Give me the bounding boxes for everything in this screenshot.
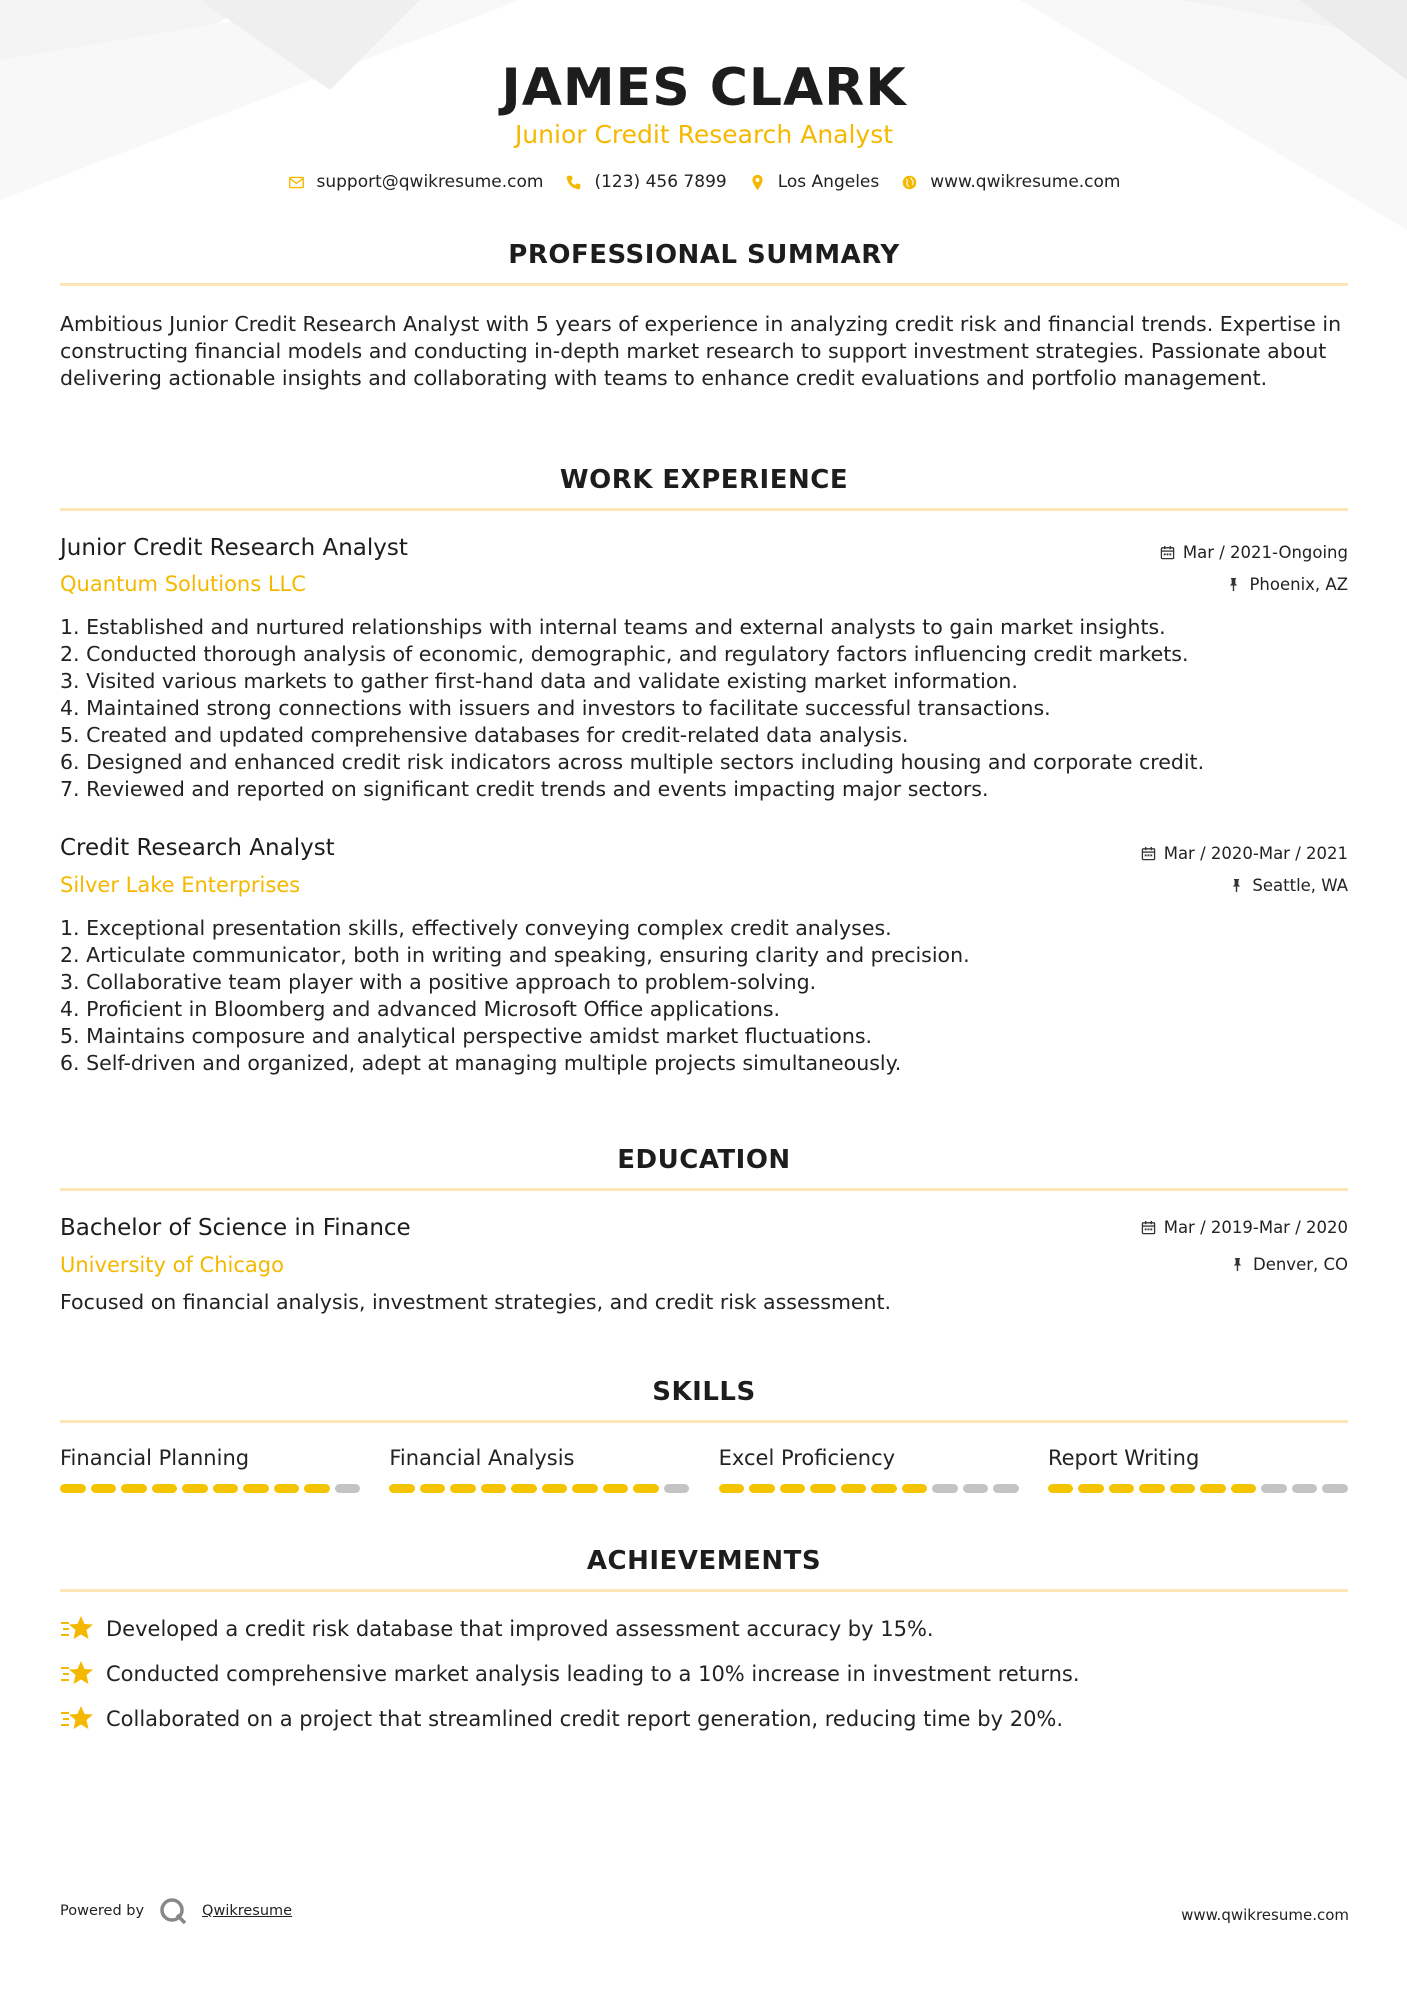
pushpin-icon <box>1230 1257 1245 1272</box>
brand-link[interactable]: Qwikresume <box>202 1903 293 1919</box>
achievement-item <box>60 1704 1063 1734</box>
job-dates <box>1160 543 1348 562</box>
skill-segment-empty <box>664 1484 690 1493</box>
skill-segment-filled <box>389 1484 415 1493</box>
skill-segment-empty <box>1322 1484 1348 1493</box>
skill-level-bar <box>389 1484 689 1493</box>
skills-divider <box>60 1420 1348 1423</box>
achievement-text: Developed a credit risk database that improved assessment accuracy by 15%. <box>106 1617 934 1641</box>
job-company: Quantum Solutions LLC <box>60 572 306 596</box>
skill-name: Financial Analysis <box>389 1446 575 1470</box>
education-description: Focused on financial analysis, investment strategies, and credit risk assessment. <box>60 1290 892 1314</box>
job-title: Credit Research Analyst <box>60 835 335 861</box>
candidate-title: Junior Credit Research Analyst <box>514 120 894 149</box>
job-dates-text: Mar / 2020-Mar / 2021 <box>1163 844 1348 863</box>
duty-item: 4. Maintained strong connections with issuers and investors to facilitate successful transactions. <box>60 696 1051 720</box>
skill-level-bar <box>1048 1484 1348 1493</box>
achievement-text: Conducted comprehensive market analysis leading to a 10% increase in investment returns. <box>106 1662 1080 1686</box>
duty-item: 5. Maintains composure and analytical perspective amidst market fluctuations. <box>60 1024 873 1048</box>
education-location-text: Denver, CO <box>1252 1255 1348 1274</box>
contact-website[interactable] <box>901 172 1120 192</box>
achievement-item <box>60 1659 1080 1689</box>
duty-item: 7. Reviewed and reported on significant credit trends and events impacting major sectors. <box>60 777 989 801</box>
skill-name: Report Writing <box>1047 1446 1200 1470</box>
skills-heading: SKILLS <box>652 1377 756 1407</box>
achievement-text: Collaborated on a project that streamlined credit report generation, reducing time by 20%. <box>106 1707 1064 1731</box>
job-dates <box>1141 844 1348 863</box>
skill-item <box>719 1446 1019 1493</box>
pushpin-icon <box>1226 577 1241 592</box>
skill-item <box>60 1446 360 1493</box>
job-duties-list <box>60 915 1348 1077</box>
skill-segment-filled <box>1200 1484 1226 1493</box>
duty-item: 5. Created and updated comprehensive databases for credit-related data analysis. <box>60 723 909 747</box>
skill-segment-filled <box>841 1484 867 1493</box>
skill-segment-filled <box>420 1484 446 1493</box>
job-location-text: Seattle, WA <box>1252 876 1348 895</box>
skill-segment-filled <box>572 1484 598 1493</box>
skill-segment-empty <box>932 1484 958 1493</box>
job-duties-list <box>60 614 1348 803</box>
globe-icon <box>901 174 918 191</box>
location-text: Los Angeles <box>777 172 880 192</box>
skills-list <box>60 1446 1348 1493</box>
experience-divider <box>60 508 1348 511</box>
contact-location <box>749 172 880 192</box>
calendar-icon <box>1160 545 1175 560</box>
skill-segment-filled <box>749 1484 775 1493</box>
pushpin-icon <box>1229 878 1244 893</box>
star-badge-icon <box>60 1659 94 1689</box>
candidate-name: JAMES CLARK <box>501 58 907 118</box>
skill-segment-empty <box>993 1484 1019 1493</box>
education-heading: EDUCATION <box>617 1145 791 1175</box>
map-pin-icon <box>749 174 766 191</box>
skill-segment-filled <box>213 1484 239 1493</box>
qwikresume-logo-icon <box>158 1896 188 1926</box>
skill-segment-filled <box>633 1484 659 1493</box>
duty-item: 4. Proficient in Bloomberg and advanced Microsoft Office applications. <box>60 997 781 1021</box>
skill-segment-filled <box>243 1484 269 1493</box>
education-dates <box>1141 1218 1348 1237</box>
summary-text: Ambitious Junior Credit Research Analyst with 5 years of experience in analyzing credit risk and financial trends. Expertise in constructing financial models and conducting in-depth market research to support investment strategies. Passionate about delivering actionable insights and collaborating with teams to enhance credit evaluations and portfolio management. <box>60 312 1342 390</box>
achievements-heading: ACHIEVEMENTS <box>586 1546 822 1576</box>
contact-email[interactable] <box>288 172 544 192</box>
skill-level-bar <box>719 1484 1019 1493</box>
job-location-text: Phoenix, AZ <box>1249 575 1348 594</box>
contact-bar <box>60 172 1348 192</box>
skill-segment-filled <box>481 1484 507 1493</box>
duty-item: 1. Established and nurtured relationships with internal teams and external analysts to gain market insights. <box>60 615 1166 639</box>
email-text: support@qwikresume.com <box>316 172 544 192</box>
summary-heading: PROFESSIONAL SUMMARY <box>508 240 900 270</box>
summary-divider <box>60 283 1348 286</box>
skill-segment-filled <box>719 1484 745 1493</box>
skill-item <box>1048 1446 1348 1493</box>
skill-segment-filled <box>1170 1484 1196 1493</box>
duty-item: 6. Self-driven and organized, adept at managing multiple projects simultaneously. <box>60 1051 902 1075</box>
job-title: Junior Credit Research Analyst <box>60 535 408 561</box>
calendar-icon <box>1141 1220 1156 1235</box>
powered-by-label: Powered by <box>60 1903 145 1919</box>
job-dates-text: Mar / 2021-Ongoing <box>1182 543 1348 562</box>
duty-item: 2. Conducted thorough analysis of economic, demographic, and regulatory factors influencing credit markets. <box>60 642 1189 666</box>
skill-segment-filled <box>1048 1484 1074 1493</box>
experience-heading: WORK EXPERIENCE <box>559 465 849 495</box>
achievement-item <box>60 1614 934 1644</box>
skill-segment-empty <box>335 1484 361 1493</box>
skill-segment-filled <box>603 1484 629 1493</box>
skill-segment-empty <box>1261 1484 1287 1493</box>
phone-icon <box>565 174 582 191</box>
duty-item: 2. Articulate communicator, both in writing and speaking, ensuring clarity and precision. <box>60 943 970 967</box>
degree-title: Bachelor of Science in Finance <box>60 1215 411 1241</box>
phone-text: (123) 456 7899 <box>594 172 727 192</box>
education-divider <box>60 1188 1348 1191</box>
skill-segment-filled <box>274 1484 300 1493</box>
calendar-icon <box>1141 846 1156 861</box>
school-name: University of Chicago <box>60 1253 284 1277</box>
skill-segment-empty <box>1292 1484 1318 1493</box>
skill-segment-filled <box>1231 1484 1257 1493</box>
skill-segment-filled <box>91 1484 117 1493</box>
skill-segment-filled <box>511 1484 537 1493</box>
duty-item: 6. Designed and enhanced credit risk indicators across multiple sectors including housing and corporate credit. <box>60 750 1205 774</box>
skill-segment-filled <box>60 1484 86 1493</box>
skill-segment-filled <box>780 1484 806 1493</box>
website-text: www.qwikresume.com <box>930 172 1121 192</box>
skill-segment-filled <box>304 1484 330 1493</box>
education-dates-text: Mar / 2019-Mar / 2020 <box>1163 1218 1348 1237</box>
footer-website[interactable]: www.qwikresume.com <box>1181 1906 1349 1924</box>
skill-segment-filled <box>542 1484 568 1493</box>
education-location <box>1230 1255 1348 1274</box>
skill-segment-filled <box>1139 1484 1165 1493</box>
skill-segment-empty <box>963 1484 989 1493</box>
skill-segment-filled <box>1109 1484 1135 1493</box>
job-location <box>1226 575 1348 594</box>
job-location <box>1229 876 1348 895</box>
star-badge-icon <box>60 1704 94 1734</box>
achievements-divider <box>60 1589 1348 1592</box>
skill-name: Financial Planning <box>60 1446 250 1470</box>
skill-segment-filled <box>450 1484 476 1493</box>
job-company: Silver Lake Enterprises <box>60 873 301 897</box>
skill-name: Excel Proficiency <box>718 1446 896 1470</box>
duty-item: 3. Visited various markets to gather first-hand data and validate existing market information. <box>60 669 1018 693</box>
skill-segment-filled <box>121 1484 147 1493</box>
envelope-icon <box>288 174 305 191</box>
skill-segment-filled <box>902 1484 928 1493</box>
contact-phone[interactable] <box>565 172 726 192</box>
skill-segment-filled <box>810 1484 836 1493</box>
skill-segment-filled <box>182 1484 208 1493</box>
skill-item <box>389 1446 689 1493</box>
skill-segment-filled <box>152 1484 178 1493</box>
star-badge-icon <box>60 1614 94 1644</box>
skill-segment-filled <box>1078 1484 1104 1493</box>
duty-item: 3. Collaborative team player with a positive approach to problem-solving. <box>60 970 817 994</box>
skill-level-bar <box>60 1484 360 1493</box>
footer-powered-by <box>60 1896 292 1926</box>
skill-segment-filled <box>871 1484 897 1493</box>
duty-item: 1. Exceptional presentation skills, effectively conveying complex credit analyses. <box>60 916 892 940</box>
